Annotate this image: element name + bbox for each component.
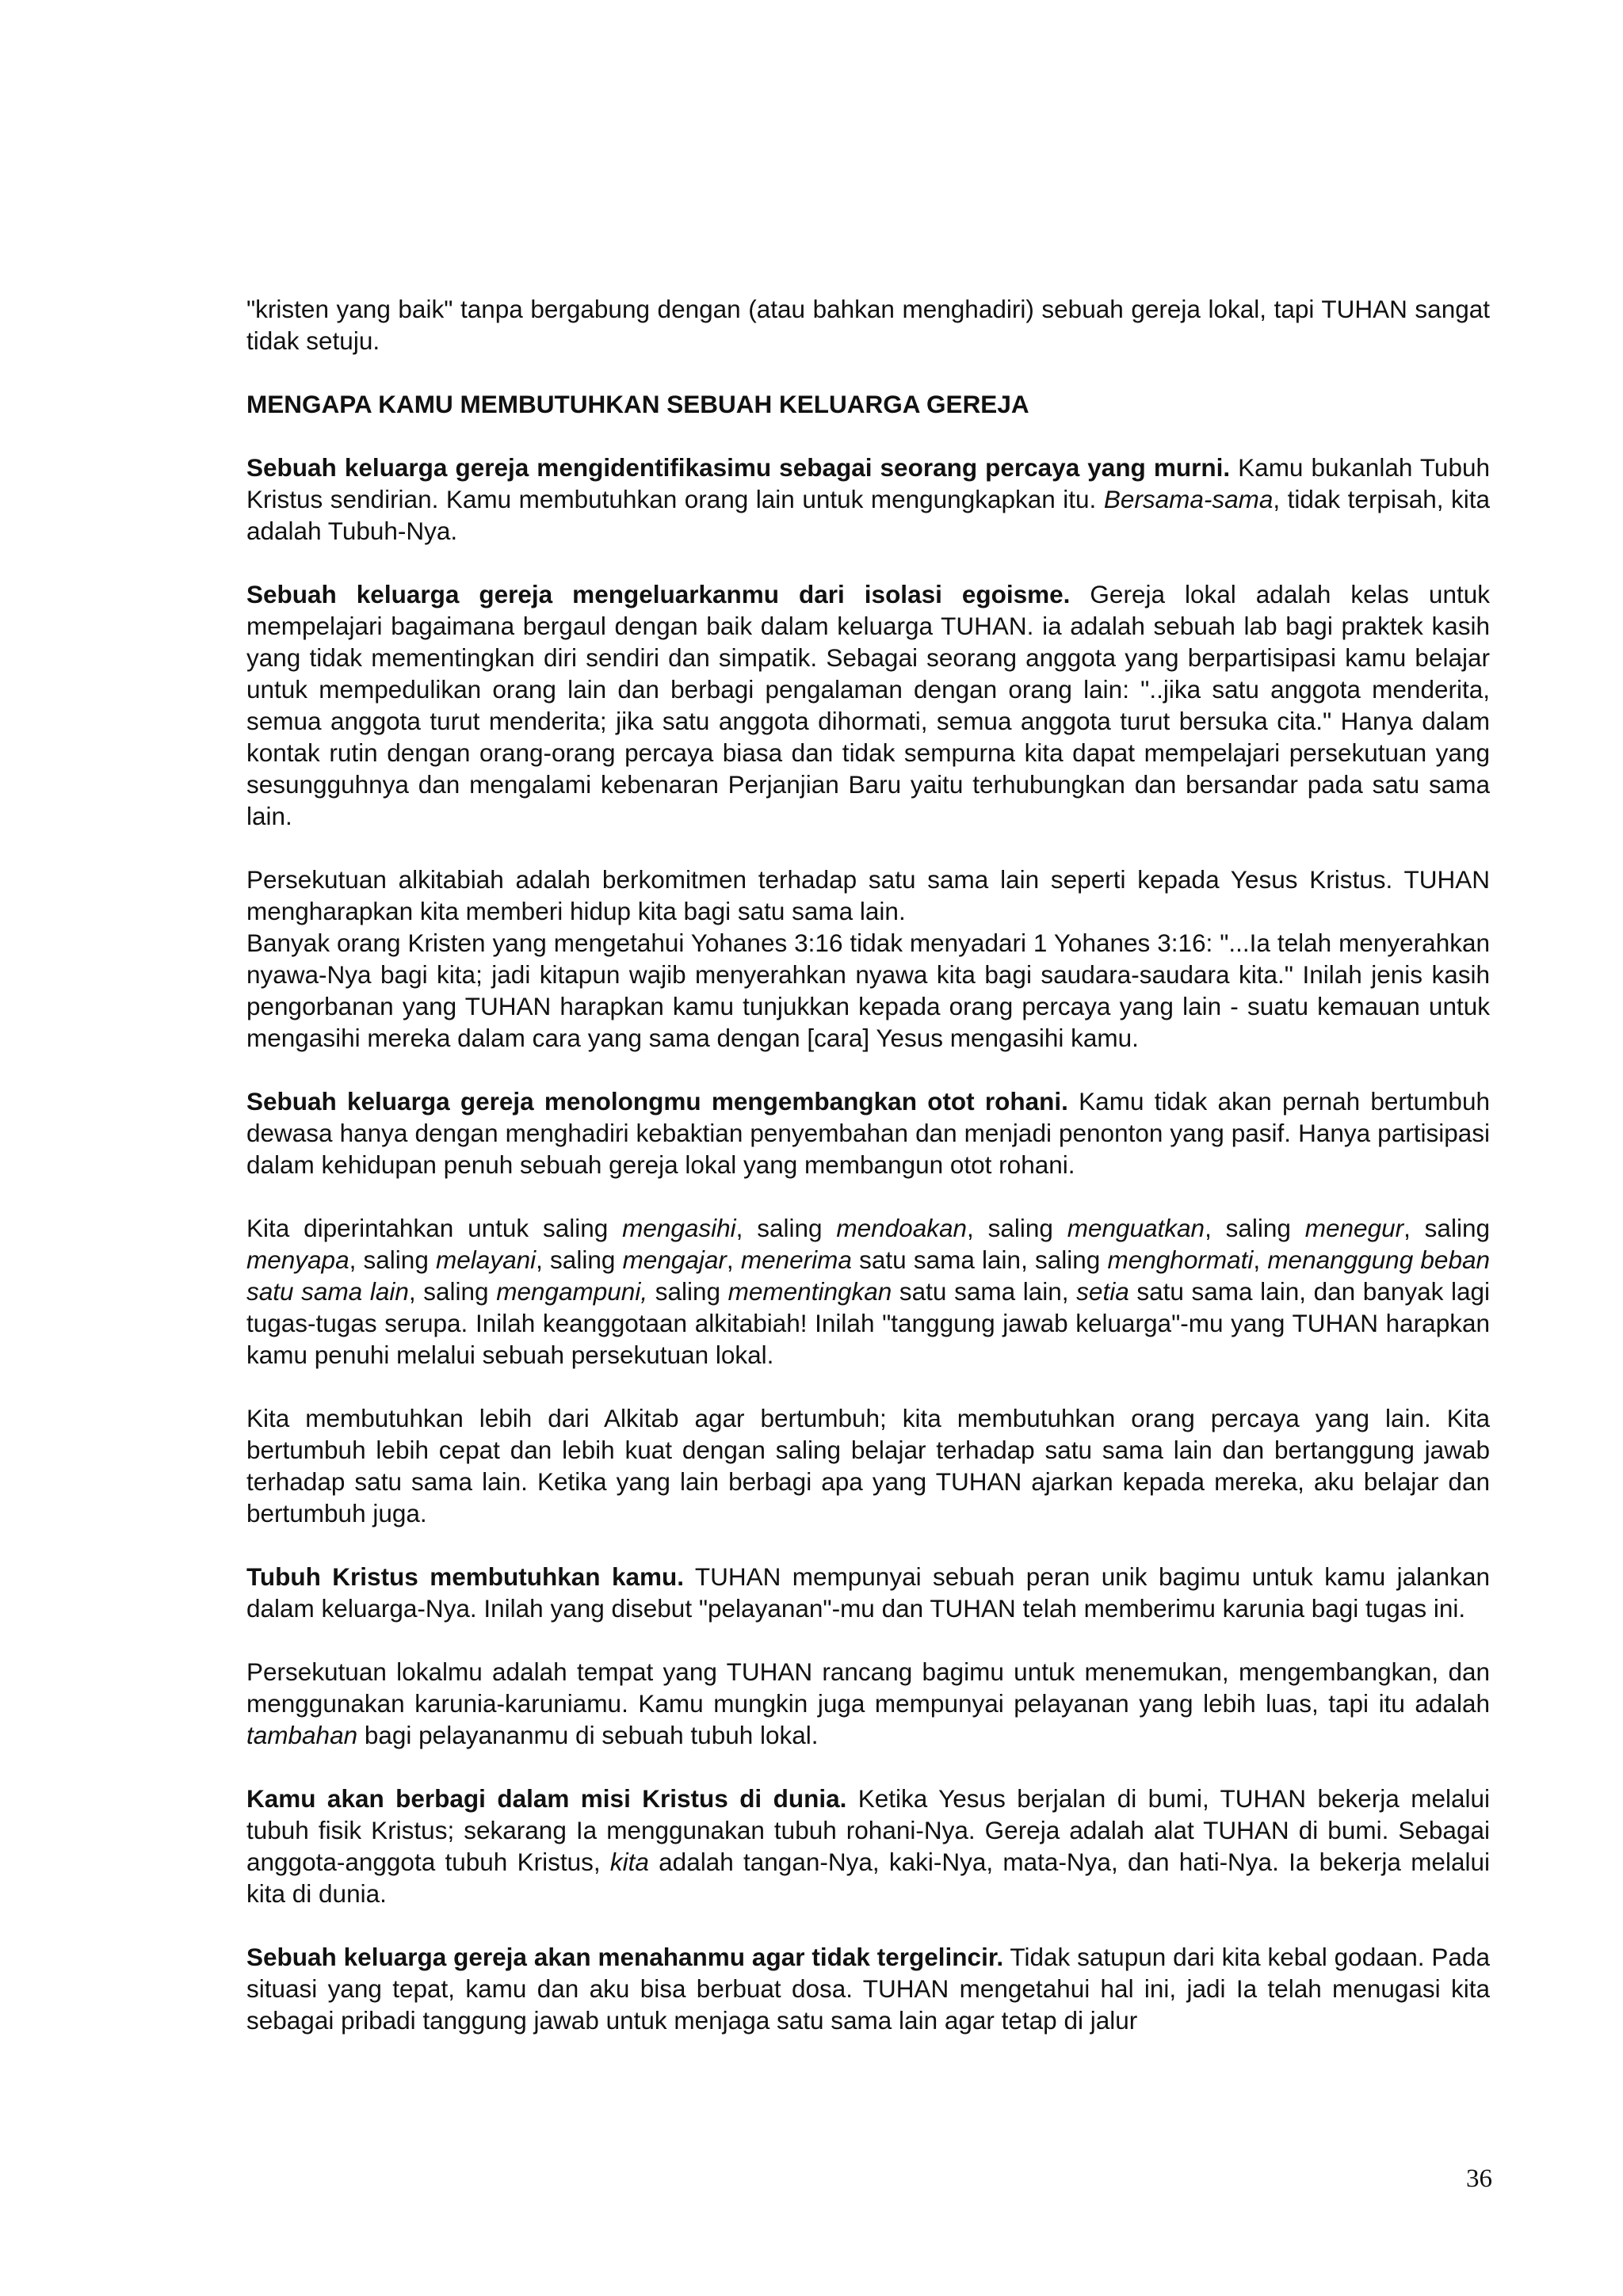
paragraph-lead: Sebuah keluarga gereja mengidentifikasimu sebagai seorang percaya yang murni. — [246, 453, 1231, 482]
paragraph-john-3-16: Banyak orang Kristen yang mengetahui Yohanes 3:16 tidak menyadari 1 Yohanes 3:16: "...Ia telah menyerahkan nyawa-Nya bagi kita; jadi kitapun wajib menyerahkan nyawa kita bagi saudara-saudara kita." Inilah jenis kasih pengorbanan yang TUHAN harapkan kamu tunjukkan kepada orang percaya yang lain - suatu kemauan untuk mengasihi mereka dalam cara yang sama dengan [cara] Yesus mengasihi kamu. — [246, 929, 1490, 1052]
paragraph-lead: Sebuah keluarga gereja menolongmu mengembangkan otot rohani. — [246, 1087, 1068, 1116]
paragraph-local-fellowship: Persekutuan lokalmu adalah tempat yang TUHAN rancang bagimu untuk menemukan, mengembangkan, dan menggunakan karunia-karuniamu. Kamu mungkin juga mempunyai pelayanan yang lebih luas, tapi itu adalah tambahan bagi pelayananmu di sebuah tubuh lokal. — [246, 1657, 1490, 1749]
intro-paragraph: "kristen yang baik" tanpa bergabung dengan (atau bahkan menghadiri) sebuah gereja lokal, tapi TUHAN sangat tidak setuju. — [246, 295, 1490, 355]
paragraph-body-needs-you: Tubuh Kristus membutuhkan kamu. TUHAN mempunyai sebuah peran unik bagimu untuk kamu jalankan dalam keluarga-Nya. Inilah yang disebut "pelayanan"-mu dan TUHAN telah memberimu karunia bagi tugas ini. — [246, 1562, 1490, 1623]
paragraph-grow: Kita membutuhkan lebih dari Alkitab agar bertumbuh; kita membutuhkan orang percaya yang lain. Kita bertumbuh lebih cepat dan lebih kuat dengan saling belajar terhadap satu sama lain dan bertanggung jawab terhadap satu sama lain. Ketika yang lain berbagi apa yang TUHAN ajarkan kepada mereka, aku belajar dan bertumbuh juga. — [246, 1404, 1490, 1527]
paragraph-spiritual-muscle: Sebuah keluarga gereja menolongmu mengembangkan otot rohani. Kamu tidak akan pernah bertumbuh dewasa hanya dengan menghadiri kebaktian penyembahan dan menjadi penonton yang pasif. Hanya partisipasi dalam kehidupan penuh sebuah gereja lokal yang membangun otot rohani. — [246, 1087, 1490, 1179]
page-body — [246, 293, 1490, 2068]
paragraph-lead: Tubuh Kristus membutuhkan kamu. — [246, 1562, 684, 1591]
paragraph-lead: Sebuah keluarga gereja mengeluarkanmu dari isolasi egoisme. — [246, 580, 1071, 608]
page-number: 36 — [1466, 2164, 1492, 2193]
paragraph-isolation: Sebuah keluarga gereja mengeluarkanmu dari isolasi egoisme. Gereja lokal adalah kelas untuk mempelajari bagaimana bergaul dengan baik dalam keluarga TUHAN. ia adalah sebuah lab bagi praktek kasih yang tidak mementingkan diri sendiri dan simpatik. Sebagai seorang anggota yang berpartisipasi kamu belajar untuk mempedulikan orang lain dan berbagi pengalaman dengan orang lain: "..jika satu anggota menderita, semua anggota turut menderita; jika satu anggota dihormati, semua anggota turut bersuka cita." Hanya dalam kontak rutin dengan orang-orang percaya biasa dan tidak sempurna kita dapat mempelajari persekutuan yang sesungguhnya dan mengalami kebenaran Perjanjian Baru yaitu terhubungkan dan bersandar pada satu sama lain. — [246, 580, 1490, 830]
paragraph-lead: Kamu akan berbagi dalam misi Kristus di dunia. — [246, 1784, 847, 1813]
paragraph-fellowship: Persekutuan alkitabiah adalah berkomitmen terhadap satu sama lain seperti kepada Yesus Kristus. TUHAN mengharapkan kita memberi hidup kita bagi satu sama lain. — [246, 865, 1490, 925]
paragraph-one-another: Kita diperintahkan untuk saling mengasihi, saling mendoakan, saling menguatkan, saling menegur, saling menyapa, saling melayani, saling mengajar, menerima satu sama lain, saling menghormati, menanggung beban satu sama lain, saling mengampuni, saling mementingkan satu sama lain, setia satu sama lain, dan banyak lagi tugas-tugas serupa. Inilah keanggotaan alkitabiah! Inilah "tanggung jawab keluarga"-mu yang TUHAN harapkan kamu penuhi melalui sebuah persekutuan lokal. — [246, 1214, 1491, 1369]
paragraph-lead: Sebuah keluarga gereja akan menahanmu agar tidak tergelincir. — [246, 1943, 1004, 1971]
paragraph-identifies: Sebuah keluarga gereja mengidentifikasimu sebagai seorang percaya yang murni. Kamu bukanlah Tubuh Kristus sendirian. Kamu membutuhkan orang lain untuk mengungkapkan itu. Bersama-sama, tidak terpisah, kita adalah Tubuh-Nya. — [246, 453, 1490, 545]
section-heading: MENGAPA KAMU MEMBUTUHKAN SEBUAH KELUARGA GEREJA — [246, 390, 1029, 418]
paragraph-mission: Kamu akan berbagi dalam misi Kristus di dunia. Ketika Yesus berjalan di bumi, TUHAN bekerja melalui tubuh fisik Kristus; sekarang Ia menggunakan tubuh rohani-Nya. Gereja adalah alat TUHAN di bumi. Sebagai anggota-anggota tubuh Kristus, kita adalah tangan-Nya, kaki-Nya, mata-Nya, dan hati-Nya. Ia bekerja melalui kita di dunia. — [246, 1784, 1490, 1908]
paragraph-slipping: Sebuah keluarga gereja akan menahanmu agar tidak tergelincir. Tidak satupun dari kita kebal godaan. Pada situasi yang tepat, kamu dan aku bisa berbuat dosa. TUHAN mengetahui hal ini, jadi Ia telah menugasi kita sebagai pribadi tanggung jawab untuk menjaga satu sama lain agar tetap di jalur — [246, 1943, 1490, 2035]
